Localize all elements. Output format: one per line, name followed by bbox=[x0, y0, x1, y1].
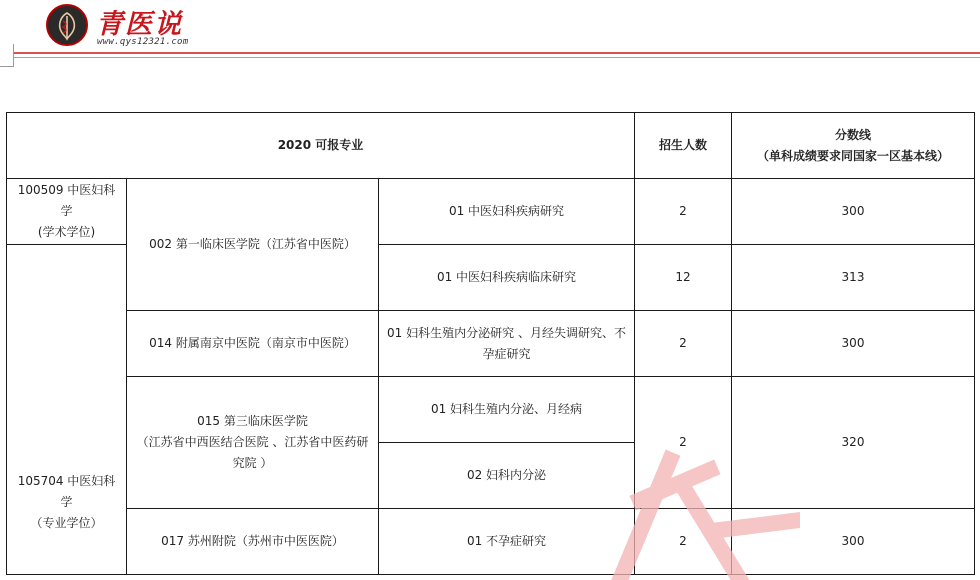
table-row bbox=[7, 179, 975, 245]
page-header bbox=[0, 0, 980, 70]
header-rule bbox=[14, 52, 980, 54]
score-cell: 300 bbox=[732, 179, 975, 245]
header-score bbox=[732, 113, 975, 179]
header-rule-thin bbox=[14, 57, 980, 58]
score-cell: 320 bbox=[732, 377, 975, 509]
crop-mark bbox=[0, 66, 14, 67]
table-row bbox=[7, 311, 975, 377]
count-cell: 2 bbox=[635, 377, 732, 509]
college-015 bbox=[127, 377, 379, 509]
score-cell: 313 bbox=[732, 245, 975, 311]
college-002: 002 第一临床医学院（江苏省中医院） bbox=[127, 179, 379, 311]
direction-cell: 01 中医妇科疾病研究 bbox=[379, 179, 635, 245]
college-017: 017 苏州附院（苏州市中医医院） bbox=[127, 509, 379, 575]
count-cell: 2 bbox=[635, 311, 732, 377]
direction-cell: 01 妇科生殖内分泌研究 、月经失调研究、不孕症研究 bbox=[379, 311, 635, 377]
direction-cell: 02 妇科内分泌 bbox=[379, 443, 635, 509]
major-academic-name: 100509 中医妇科学 bbox=[17, 183, 116, 218]
direction-cell: 01 中医妇科疾病临床研究 bbox=[379, 245, 635, 311]
table-header-row bbox=[7, 113, 975, 179]
table-row bbox=[7, 377, 975, 443]
major-academic-type: (学术学位) bbox=[37, 225, 96, 239]
count-cell: 12 bbox=[635, 245, 732, 311]
major-professional-name: 105704 中医妇科学 bbox=[17, 474, 116, 509]
major-professional-type: （专业学位） bbox=[30, 516, 103, 530]
major-professional bbox=[7, 245, 127, 575]
direction-cell: 01 妇科生殖内分泌、月经病 bbox=[379, 377, 635, 443]
score-cell: 300 bbox=[732, 509, 975, 575]
logo-emblem-icon bbox=[46, 4, 88, 46]
brand-url: www.qys12321.com bbox=[97, 37, 189, 47]
count-cell: 2 bbox=[635, 179, 732, 245]
college-014: 014 附属南京中医院（南京市中医院） bbox=[127, 311, 379, 377]
college-015-line2: （江苏省中西医结合医院 、江苏省中医药研究院 ） bbox=[136, 435, 369, 470]
college-015-line1: 015 第三临床医学院 bbox=[197, 414, 308, 428]
count-cell: 2 bbox=[635, 509, 732, 575]
header-score-note: （单科成绩要求同国家一区基本线） bbox=[756, 148, 949, 163]
table-row bbox=[7, 509, 975, 575]
header-score-title: 分数线 bbox=[834, 127, 871, 142]
score-cell: 300 bbox=[732, 311, 975, 377]
major-academic bbox=[7, 179, 127, 245]
direction-cell: 01 不孕症研究 bbox=[379, 509, 635, 575]
brand-name: 青医说 bbox=[96, 9, 183, 40]
crop-mark bbox=[13, 44, 14, 67]
admission-table bbox=[6, 112, 975, 575]
header-program: 2020 可报专业 bbox=[7, 113, 635, 179]
header-enrollment: 招生人数 bbox=[635, 113, 732, 179]
